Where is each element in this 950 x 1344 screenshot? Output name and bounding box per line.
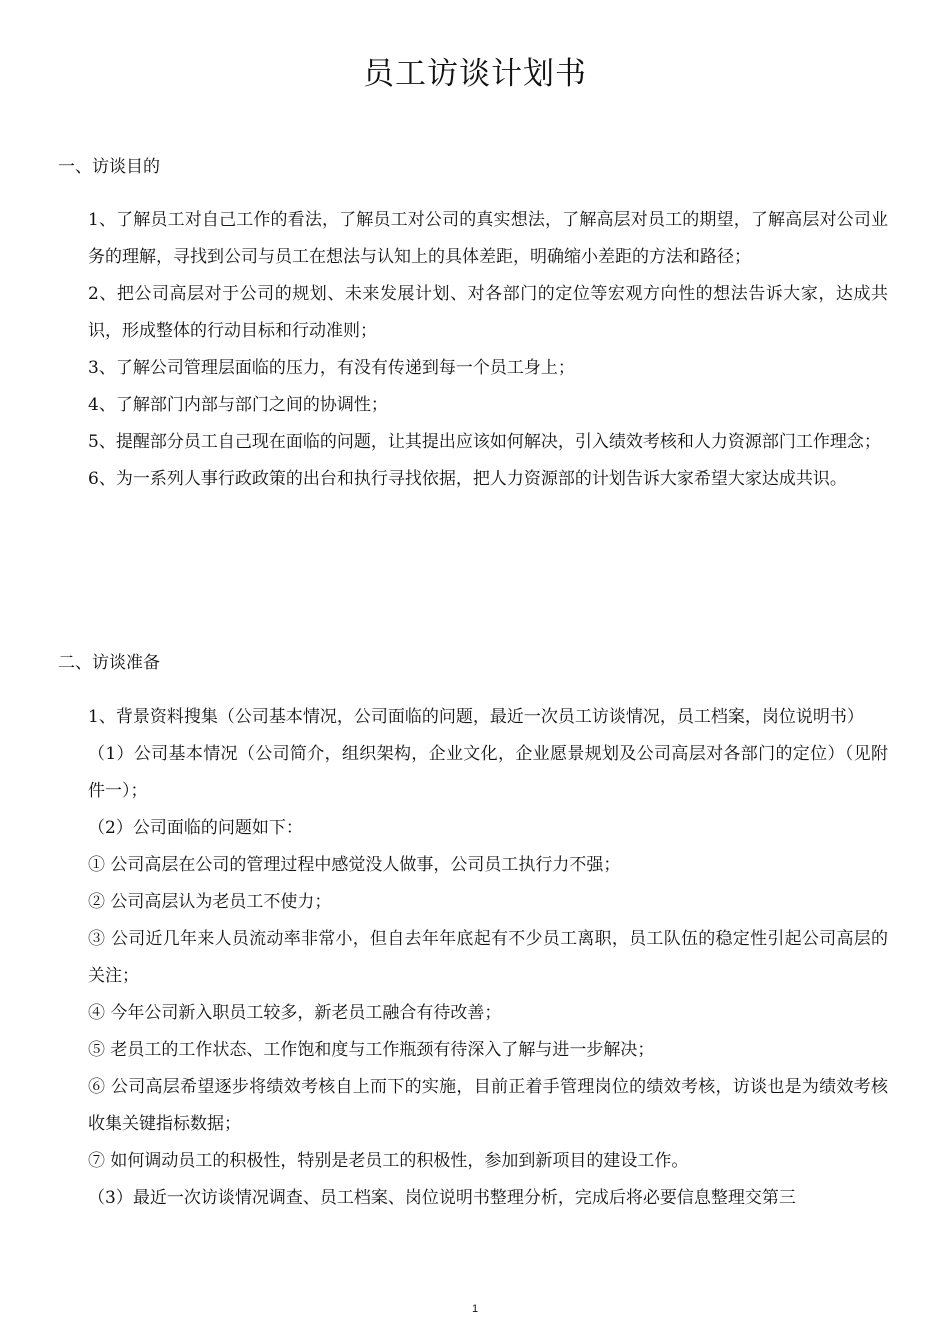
paragraph: 3、了解公司管理层面临的压力，有没有传递到每一个员工身上； <box>88 358 575 378</box>
list-item: ⑥ 公司高层希望逐步将绩效考核自上而下的实施，目前正着手管理岗位的绩效考核，访谈也是为绩效考核收集关键指标数据； <box>88 1077 888 1134</box>
paragraph: （2）公司面临的问题如下： <box>88 818 303 838</box>
section-heading-preparation: 二、访谈准备 <box>58 653 160 673</box>
paragraph: 5、提醒部分员工自己现在面临的问题，让其提出应该如何解决，引入绩效考核和人力资源部门工作理念； <box>88 432 881 452</box>
paragraph: （3）最近一次访谈情况调查、员工档案、岗位说明书整理分析，完成后将必要信息整理交第三 <box>88 1188 796 1208</box>
list-item: ③ 公司近几年来人员流动率非常小，但自去年年底起有不少员工离职，员工队伍的稳定性引起公司高层的关注； <box>88 929 888 986</box>
paragraph: 6、为一系列人事行政政策的出台和执行寻找依据，把人力资源部的计划告诉大家希望大家达成共识。 <box>88 469 847 489</box>
paragraph: 2、把公司高层对于公司的规划、未来发展计划、对各部门的定位等宏观方向性的想法告诉大家，达成共识，形成整体的行动目标和行动准则； <box>88 284 888 341</box>
document-title: 员工访谈计划书 <box>363 56 587 92</box>
list-item: ② 公司高层认为老员工不使力； <box>88 892 332 912</box>
page-number: 1 <box>471 1303 479 1315</box>
paragraph: （1）公司基本情况（公司简介，组织架构，企业文化，企业愿景规划及公司高层对各部门的定位）（见附件一）； <box>88 744 888 801</box>
list-item: ④ 今年公司新入职员工较多，新老员工融合有待改善； <box>88 1003 502 1023</box>
paragraph: 4、了解部门内部与部门之间的协调性； <box>88 395 388 415</box>
list-item: ⑤ 老员工的工作状态、工作饱和度与工作瓶颈有待深入了解与进一步解决； <box>88 1040 655 1060</box>
list-item: ⑦ 如何调动员工的积极性，特别是老员工的积极性，参加到新项目的建设工作。 <box>88 1151 689 1171</box>
section-purpose-body <box>88 202 888 498</box>
list-item: ① 公司高层在公司的管理过程中感觉没人做事，公司员工执行力不强； <box>88 855 621 875</box>
paragraph: 1、了解员工对自己工作的看法，了解员工对公司的真实想法，了解高层对员工的期望，了解高层对公司业务的理解，寻找到公司与员工在想法与认知上的具体差距，明确缩小差距的方法和路径； <box>88 210 888 267</box>
section-heading-purpose: 一、访谈目的 <box>58 157 160 177</box>
section-preparation-body <box>88 699 888 1217</box>
paragraph: 1、背景资料搜集（公司基本情况，公司面临的问题，最近一次员工访谈情况，员工档案，岗位说明书） <box>88 707 864 727</box>
